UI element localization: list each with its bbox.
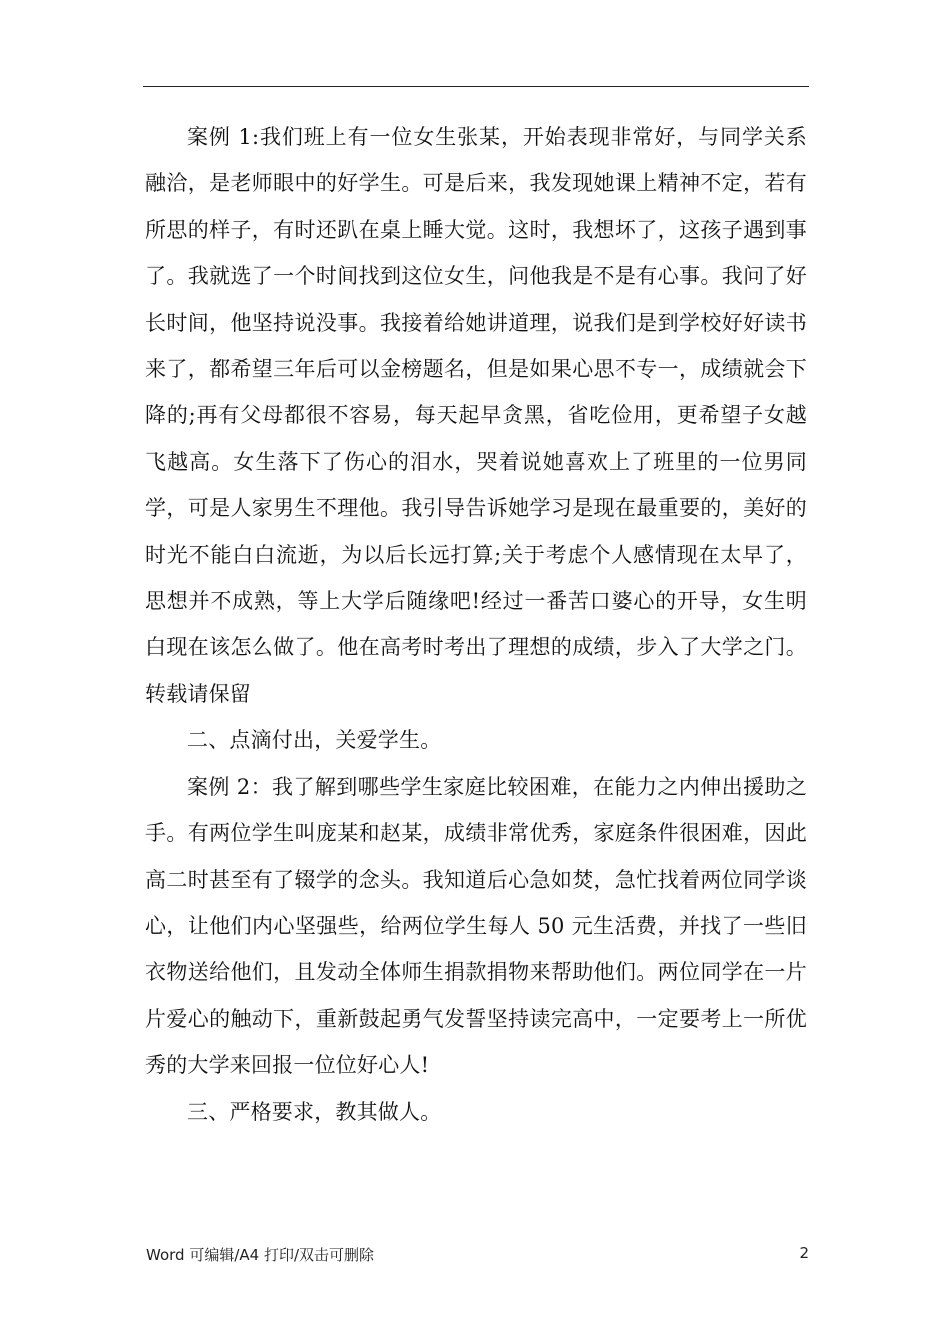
footer-note: Word 可编辑/A4 打印/双击可删除 xyxy=(146,1246,375,1264)
header-rule xyxy=(143,86,809,87)
page-footer xyxy=(146,1244,809,1266)
paragraph-case-1: 案例 1:我们班上有一位女生张某，开始表现非常好，与同学关系融洽，是老师眼中的好学生。可是后来，我发现她课上精神不定，若有所思的样子，有时还趴在桌上睡大觉。这时，我想坏了，这孩子遇到事了。我就选了一个时间找到这位女生，问他我是不是有心事。我问了好长时间，他坚持说没事。我接着给她讲道理，说我们是到学校好好读书来了，都希望三年后可以金榜题名，但是如果心思不专一，成绩就会下降的;再有父母都很不容易，每天起早贪黑，省吃俭用，更希望子女越飞越高。女生落下了伤心的泪水，哭着说她喜欢上了班里的一位男同学，可是人家男生不理他。我引导告诉她学习是现在最重要的，美好的时光不能白白流逝，为以后长远打算;关于考虑个人感情现在太早了，思想并不成熟，等上大学后随缘吧!经过一番苦口婆心的开导，女生明白现在该怎么做了。他在高考时考出了理想的成绩，步入了大学之门。转载请保留 xyxy=(145,125,807,706)
paragraph-case-2: 案例 2：我了解到哪些学生家庭比较困难，在能力之内伸出援助之手。有两位学生叫庞某和赵某，成绩非常优秀，家庭条件很困难，因此高二时甚至有了辍学的念头。我知道后心急如焚，急忙找着两位同学谈心，让他们内心坚强些，给两位学生每人 50 元生活费，并找了一些旧衣物送给他们，且发动全体师生捐款捐物来帮助他们。两位同学在一片片爱心的触动下，重新鼓起勇气发誓坚持读完高中，一定要考上一所优秀的大学来回报一位位好心人! xyxy=(145,774,807,1078)
section-heading-2: 二、点滴付出，关爱学生。 xyxy=(187,728,442,753)
section-heading-3: 三、严格要求，教其做人。 xyxy=(187,1099,442,1124)
document-body xyxy=(145,114,807,1135)
page-number: 2 xyxy=(799,1244,809,1262)
